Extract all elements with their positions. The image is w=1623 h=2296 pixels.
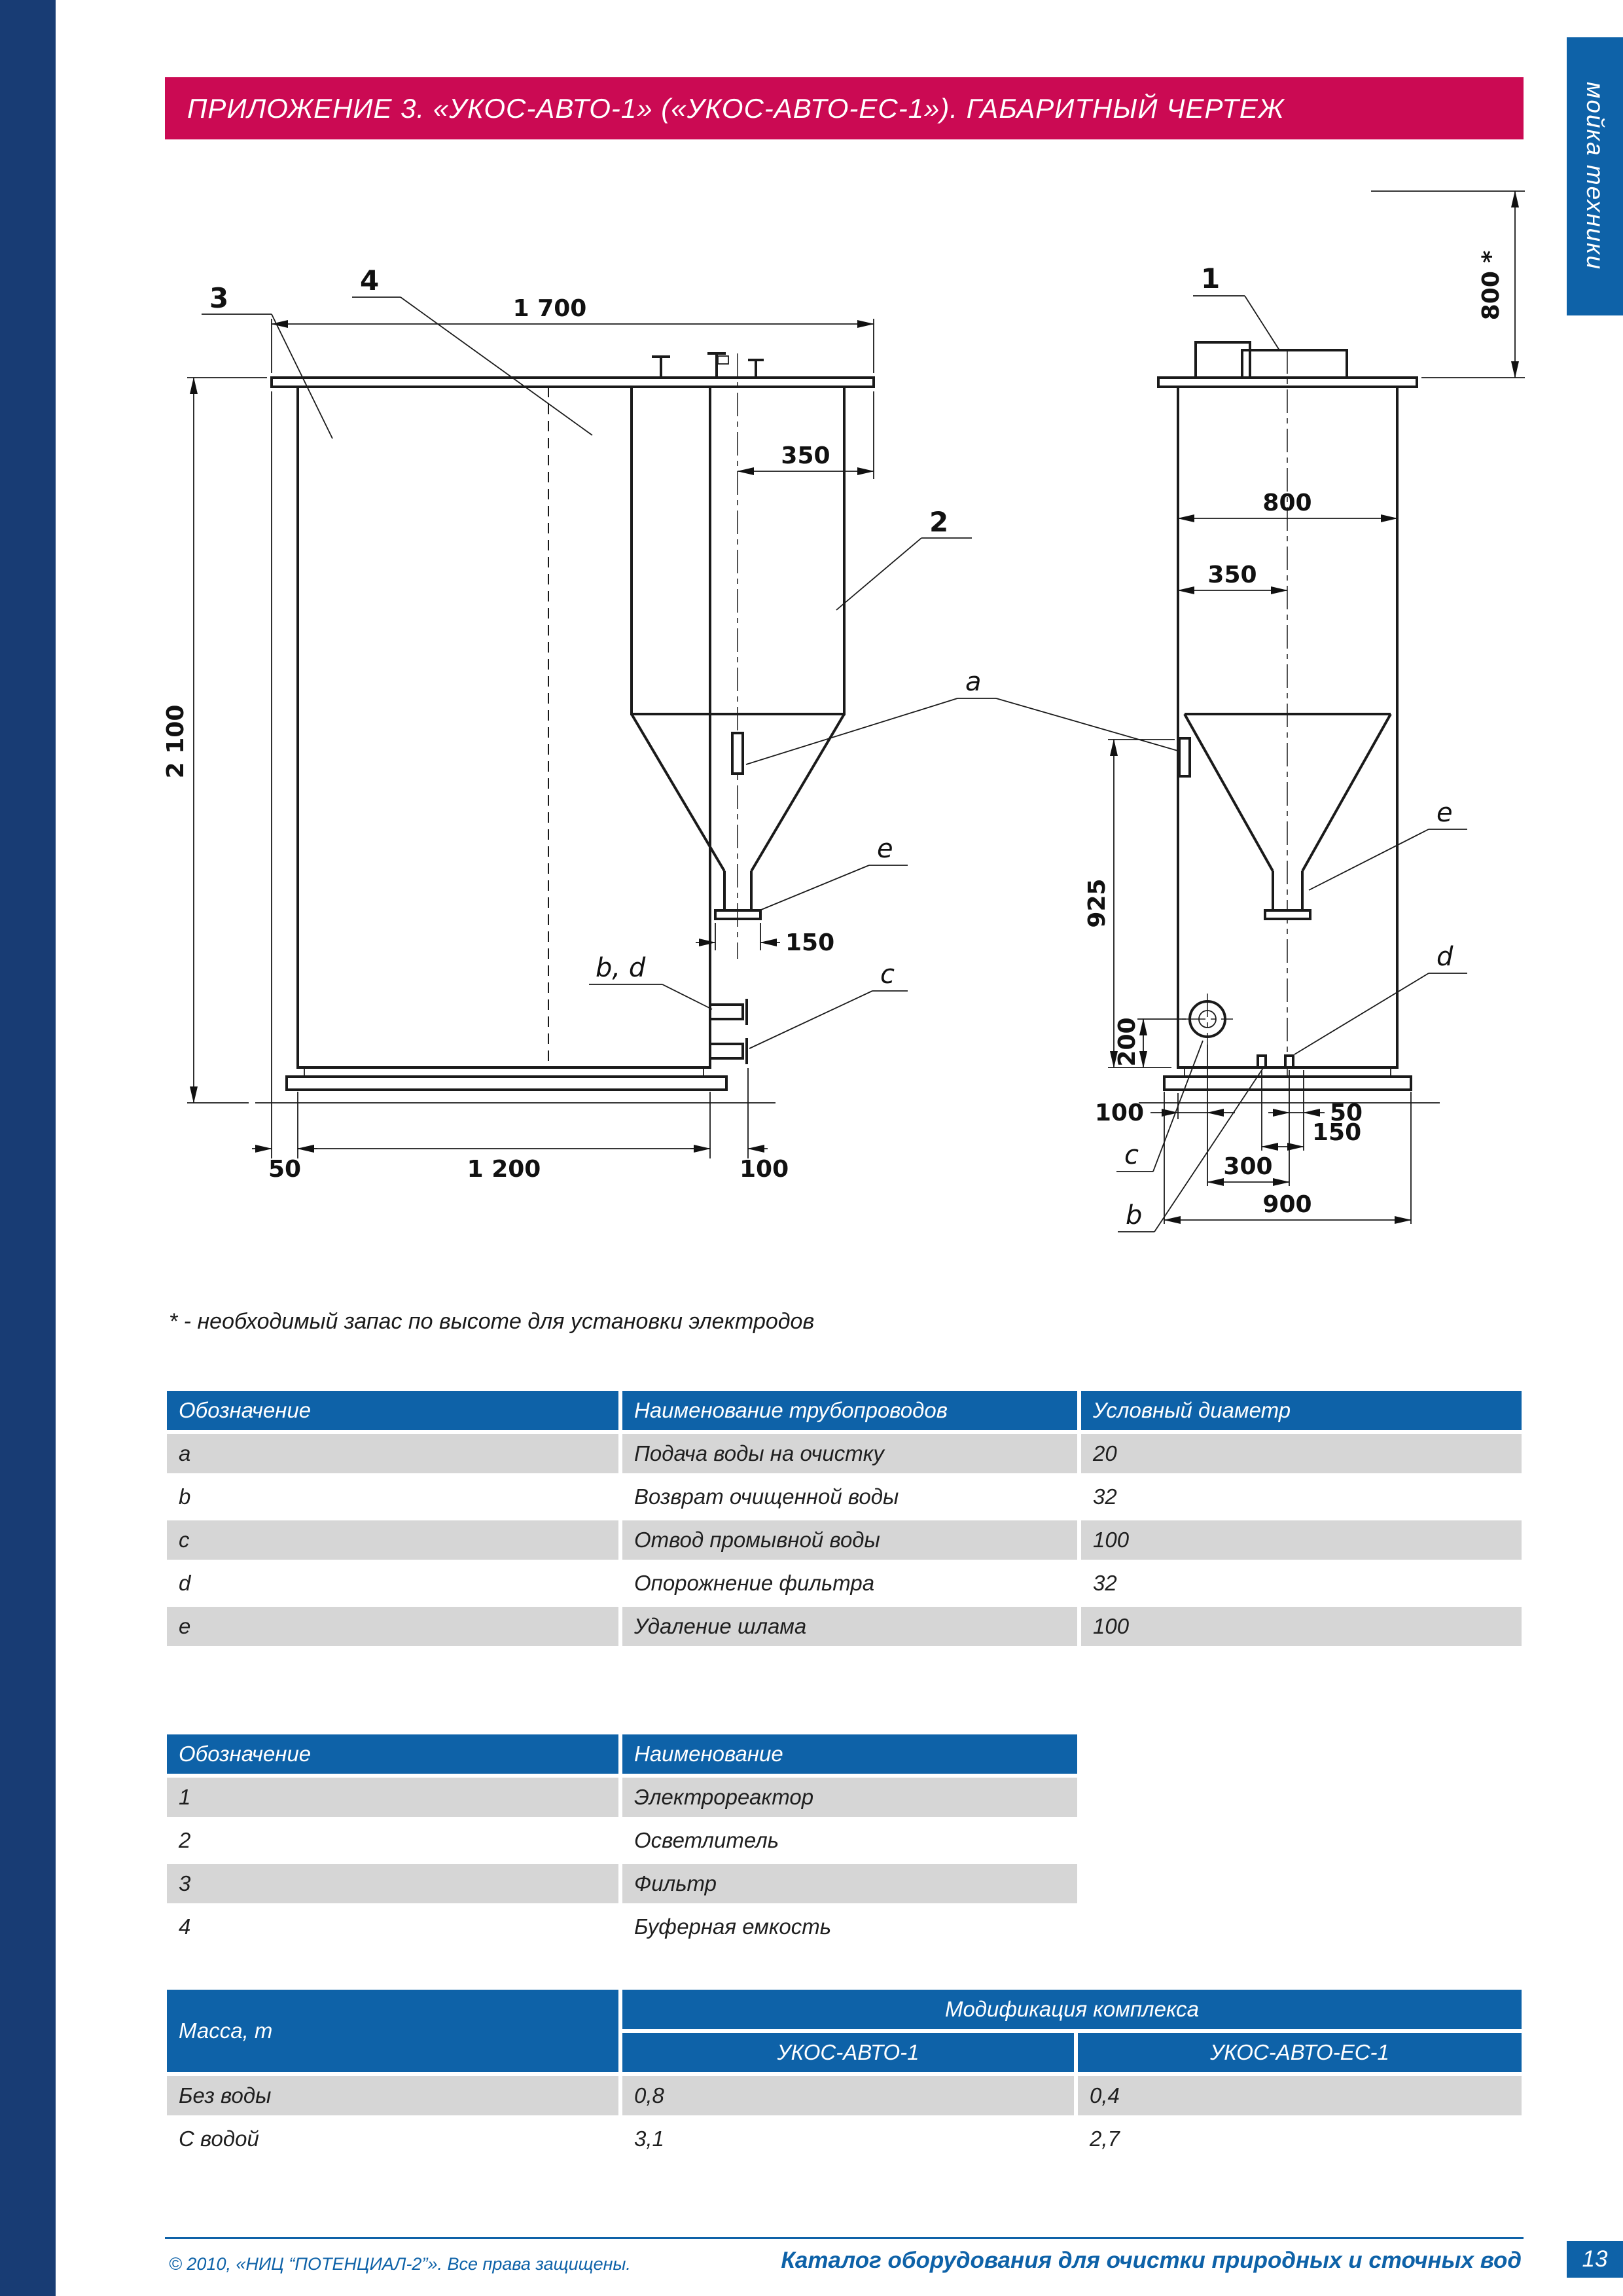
mass-header-row xyxy=(167,1990,1522,2029)
table-cell: 100 xyxy=(1081,1520,1522,1560)
mass-col-ukos-avto-1: УКОС-АВТО-1 xyxy=(622,2033,1074,2072)
label-2: 2 xyxy=(929,506,949,538)
dim-total-height xyxy=(164,378,267,1103)
table-cell: 2,7 xyxy=(1090,2126,1120,2151)
pipes-table xyxy=(163,1387,1525,1650)
front-top-plate xyxy=(272,378,874,387)
table-cell: Без воды xyxy=(167,2076,618,2115)
table-cell: b xyxy=(179,1484,191,1509)
drawing-svg xyxy=(164,157,1525,1309)
table-cell: a xyxy=(167,1434,618,1473)
svg-text:100: 100 xyxy=(740,1156,789,1183)
table-cell: Опорожнение фильтра xyxy=(634,1571,875,1595)
dim-front-offset xyxy=(738,391,874,479)
label-3: 3 xyxy=(209,282,229,314)
front-part-labels xyxy=(202,264,972,610)
side-view xyxy=(1084,191,1525,1232)
svg-text:1 700: 1 700 xyxy=(512,295,587,322)
table-row xyxy=(167,1864,1077,1903)
table-row xyxy=(167,1564,1522,1603)
table-cell: 0,8 xyxy=(622,2076,1074,2115)
table-row xyxy=(167,1434,1522,1473)
footer-copyright: © 2010, «НИЦ “ПОТЕНЦИАЛ-2”». Все права защищены. xyxy=(169,2254,631,2274)
svg-text:200: 200 xyxy=(1114,1017,1141,1067)
label-c-side: c xyxy=(1124,1140,1139,1170)
svg-text:2 100: 2 100 xyxy=(164,704,189,779)
table-cell: Электрореактор xyxy=(622,1778,1077,1817)
dim-washout-height xyxy=(1114,1017,1186,1067)
footnote: * - необходимый запас по высоте для установки электродов xyxy=(169,1309,815,1334)
svg-text:150: 150 xyxy=(1312,1119,1362,1146)
parts-header-designation: Обозначение xyxy=(167,1734,618,1774)
side-pipe-labels xyxy=(1116,798,1467,1232)
svg-text:300: 300 xyxy=(1223,1153,1273,1180)
svg-text:50: 50 xyxy=(1330,1100,1363,1126)
label-bd: b, d xyxy=(596,953,646,983)
svg-text:1 200: 1 200 xyxy=(467,1156,541,1183)
dim-height-reserve xyxy=(1371,191,1525,378)
pipes-header-diameter: Условный диаметр xyxy=(1081,1391,1522,1430)
table-cell: Осветлитель xyxy=(634,1828,779,1852)
table-cell: 20 xyxy=(1081,1434,1522,1473)
dim-side-offset xyxy=(1178,562,1287,590)
mass-group-header: Модификация комплекса xyxy=(622,1990,1522,2029)
side-part-labels xyxy=(1193,262,1279,350)
table-row xyxy=(167,1778,1077,1817)
svg-text:100: 100 xyxy=(1094,1100,1144,1126)
table-row xyxy=(167,2119,1522,2159)
mass-corner-header: Масса, т xyxy=(167,1990,618,2072)
svg-text:350: 350 xyxy=(1207,562,1257,588)
side-base-plate xyxy=(1164,1077,1411,1090)
svg-text:900: 900 xyxy=(1262,1191,1312,1218)
label-e-front: e xyxy=(877,834,893,864)
table-cell: 32 xyxy=(1093,1484,1117,1509)
label-4: 4 xyxy=(360,264,380,296)
mass-table xyxy=(163,1986,1525,2162)
table-cell: Возврат очищенной воды xyxy=(634,1484,899,1509)
table-cell: 1 xyxy=(167,1778,618,1817)
dim-top-width xyxy=(272,295,874,373)
mass-col-ukos-avto-es-1: УКОС-АВТО-ЕС-1 xyxy=(1078,2033,1522,2072)
table-cell: 2 xyxy=(179,1828,191,1852)
page-number: 13 xyxy=(1567,2241,1623,2278)
pipes-header-row xyxy=(167,1391,1522,1430)
table-cell: Фильтр xyxy=(622,1864,1077,1903)
dim-front-bottom-chain xyxy=(252,391,789,1183)
table-cell: Удаление шлама xyxy=(622,1607,1077,1646)
table-cell: 100 xyxy=(1081,1607,1522,1646)
table-cell: e xyxy=(167,1607,618,1646)
label-e-side: e xyxy=(1436,798,1453,828)
page-title: ПРИЛОЖЕНИЕ 3. «УКОС-АВТО-1» («УКОС-АВТО-ЕС-1»). ГАБАРИТНЫЙ ЧЕРТЕЖ xyxy=(165,77,1524,139)
section-tab-label: мойка техники xyxy=(1582,82,1609,271)
table-cell: Отвод промывной воды xyxy=(622,1520,1077,1560)
dimensional-drawing xyxy=(164,157,1525,1309)
parts-header-name: Наименование xyxy=(622,1734,1077,1774)
svg-text:350: 350 xyxy=(781,442,830,469)
table-cell: 3,1 xyxy=(634,2126,664,2151)
front-pipe-labels xyxy=(589,667,1180,1049)
table-row xyxy=(167,1520,1522,1560)
table-cell: c xyxy=(167,1520,618,1560)
svg-text:800: 800 xyxy=(1262,490,1312,516)
page-left-band xyxy=(0,0,56,2296)
pipes-header-name: Наименование трубопроводов xyxy=(622,1391,1077,1430)
dim-side-width xyxy=(1178,490,1397,518)
svg-text:150: 150 xyxy=(785,929,835,956)
front-filter-tank xyxy=(298,387,710,1067)
front-top-fittings xyxy=(652,353,764,378)
side-pipe-c-flange xyxy=(1182,994,1233,1045)
table-cell: 3 xyxy=(167,1864,618,1903)
table-cell: 4 xyxy=(179,1914,191,1939)
parts-table xyxy=(163,1731,1081,1950)
front-base-plate xyxy=(287,1077,726,1090)
side-pipe-b-stub xyxy=(1258,1056,1266,1067)
table-cell: Буферная емкость xyxy=(634,1914,832,1939)
footer-catalog-title: Каталог оборудования для очистки природных и сточных вод xyxy=(781,2248,1522,2273)
label-b-side: b xyxy=(1126,1200,1143,1230)
table-row xyxy=(167,2076,1522,2115)
parts-header-row xyxy=(167,1734,1077,1774)
table-row xyxy=(167,1477,1522,1516)
svg-text:800 *: 800 * xyxy=(1478,250,1505,321)
label-a: a xyxy=(965,667,982,697)
table-row xyxy=(167,1907,1077,1946)
front-view xyxy=(164,264,1180,1183)
dim-sludge-flange xyxy=(696,923,834,956)
front-inlet-pipe xyxy=(732,733,743,774)
table-cell: 0,4 xyxy=(1078,2076,1522,2115)
label-c-front: c xyxy=(880,960,895,990)
table-cell: Подача воды на очистку xyxy=(622,1434,1077,1473)
table-cell: С водой xyxy=(179,2126,259,2151)
front-bottom-pipes xyxy=(710,999,747,1064)
section-tab xyxy=(1567,37,1623,315)
table-row xyxy=(167,1607,1522,1646)
table-row xyxy=(167,1821,1077,1860)
side-inlet-pipe xyxy=(1179,738,1190,776)
label-d-side: d xyxy=(1436,942,1454,972)
electroreactor xyxy=(1196,342,1347,378)
pipes-header-designation: Обозначение xyxy=(167,1391,618,1430)
svg-text:50: 50 xyxy=(268,1156,302,1183)
table-cell: d xyxy=(179,1571,191,1595)
table-cell: 32 xyxy=(1093,1571,1117,1595)
dim-side-bottom-chain xyxy=(1164,1070,1411,1224)
label-1: 1 xyxy=(1201,262,1221,295)
footer-divider xyxy=(165,2237,1524,2239)
side-pipe-d-stub xyxy=(1285,1056,1293,1067)
svg-text:925: 925 xyxy=(1084,878,1111,928)
